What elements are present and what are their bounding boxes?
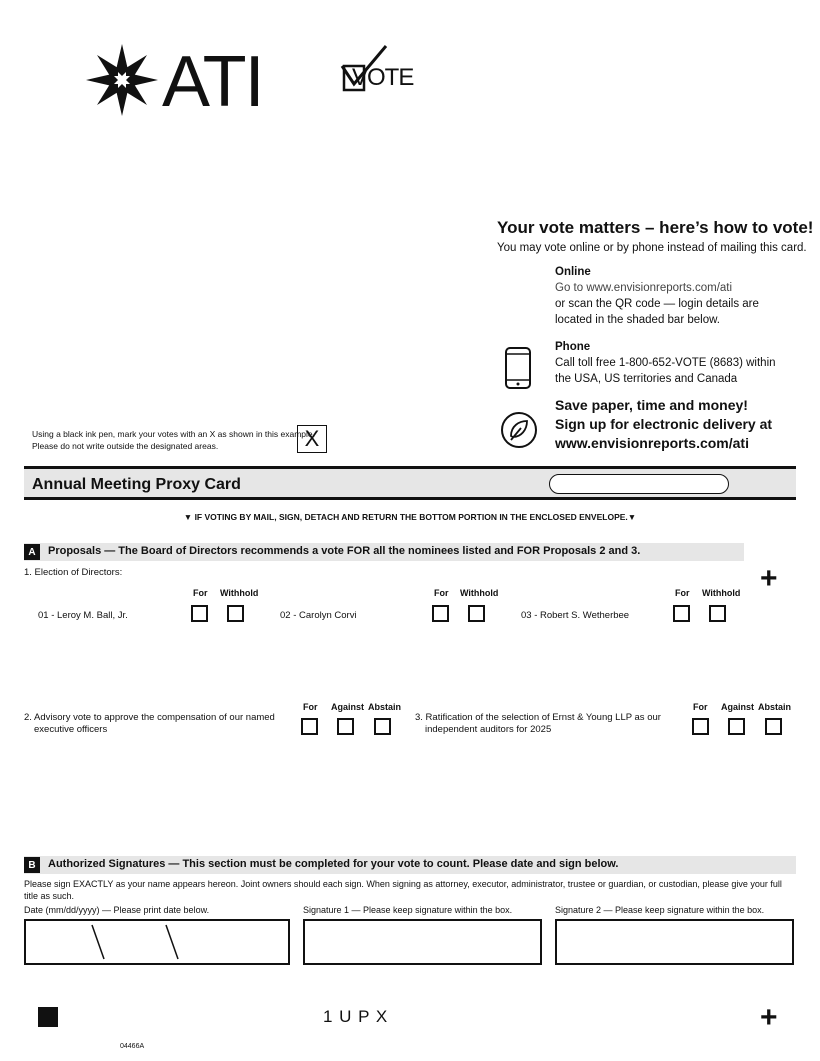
proposal2-abstain-header: Abstain xyxy=(368,702,402,712)
nominee1-withhold-checkbox[interactable] xyxy=(227,605,244,622)
proposal3-abstain-header: Abstain xyxy=(758,702,792,712)
ati-logo xyxy=(86,42,263,122)
section-a-title: Proposals — The Board of Directors recommends a vote FOR all the nominees listed and FOR Proposals 2 and 3. xyxy=(48,545,641,557)
proposal3-for-header: For xyxy=(693,702,708,712)
phone-line2: the USA, US territories and Canada xyxy=(555,373,738,385)
proposal2-against-header: Against xyxy=(331,702,365,712)
nominee3-name: 03 - Robert S. Wetherbee xyxy=(521,610,630,621)
eco-line2: Sign up for electronic delivery at xyxy=(555,416,773,432)
date-label: Date (mm/dd/yyyy) — Please print date below. xyxy=(24,905,210,915)
phone-line1: Call toll free 1-800-652-VOTE (8683) within xyxy=(555,357,776,369)
nominee3-withhold-checkbox[interactable] xyxy=(709,605,726,622)
instructions-line2: Please do not write outside the designated areas. xyxy=(32,441,219,451)
nominee1-for-header: For xyxy=(193,588,208,598)
proposal3-against-header: Against xyxy=(721,702,755,712)
phone-section xyxy=(555,339,776,387)
ati-star-icon xyxy=(86,44,158,116)
login-details-field xyxy=(549,474,729,494)
vote-mark xyxy=(340,44,420,94)
instructions-line1: Using a black ink pen, mark your votes with an X as shown in this example. xyxy=(32,429,315,439)
section-b-title: Authorized Signatures — This section must be completed for your vote to count. Please date and sign below. xyxy=(48,858,619,870)
proposal2-line1: 2. Advisory vote to approve the compensation of our named xyxy=(24,712,275,723)
proposal2-for-checkbox[interactable] xyxy=(301,718,318,735)
signature2-field[interactable] xyxy=(555,919,794,965)
section-a-header xyxy=(24,543,744,561)
nominee2-withhold-checkbox[interactable] xyxy=(468,605,485,622)
form-id: 04466A xyxy=(120,1043,145,1050)
leaf-icon xyxy=(499,410,539,450)
how-to-vote-title: Your vote matters – here’s how to vote! xyxy=(497,218,814,237)
phone-heading: Phone xyxy=(555,341,591,353)
ati-logo-text: ATI xyxy=(162,42,263,122)
proposal3-line2: independent auditors for 2025 xyxy=(425,724,552,735)
detach-notice: ▼ IF VOTING BY MAIL, SIGN, DETACH AND RETURN THE BOTTOM PORTION IN THE ENCLOSED ENVELOPE.▼ xyxy=(183,512,637,522)
proposal2-for-header: For xyxy=(303,702,318,712)
registration-plus-bottom: + xyxy=(760,1001,778,1034)
eco-section xyxy=(555,396,772,453)
nominee2-name: 02 - Carolyn Corvi xyxy=(280,610,357,621)
phone-icon xyxy=(504,346,532,390)
instructions xyxy=(32,428,315,452)
card-title: Annual Meeting Proxy Card xyxy=(32,476,241,493)
proposal2-abstain-checkbox[interactable] xyxy=(374,718,391,735)
example-mark: X xyxy=(304,426,320,451)
sig1-label: Signature 1 — Please keep signature within the box. xyxy=(303,905,513,915)
online-line3: located in the shaded bar below. xyxy=(555,314,720,326)
signing-instruction: Please sign EXACTLY as your name appears hereon. Joint owners should each sign. When signing as attorney, executor, administrator, trustee or guardian, or custodian, please give your full title as such. xyxy=(24,879,782,901)
registration-plus-top: + xyxy=(760,562,778,595)
proposal3-for-checkbox[interactable] xyxy=(692,718,709,735)
nominee3-for-header: For xyxy=(675,588,690,598)
how-to-vote-subtitle: You may vote online or by phone instead of mailing this card. xyxy=(497,242,807,254)
proposal2-against-checkbox[interactable] xyxy=(337,718,354,735)
online-line1[interactable]: Go to www.envisionreports.com/ati xyxy=(555,282,733,294)
nominee3-for-checkbox[interactable] xyxy=(673,605,690,622)
proposal2-text xyxy=(24,712,275,736)
nominee3-withhold-header: Withhold xyxy=(702,588,741,598)
proposal3-abstain-checkbox[interactable] xyxy=(765,718,782,735)
sig2-label: Signature 2 — Please keep signature within the box. xyxy=(555,905,765,915)
nominee1-withhold-header: Withhold xyxy=(220,588,259,598)
date-field[interactable] xyxy=(24,919,290,965)
online-heading: Online xyxy=(555,266,591,278)
election-label: 1. Election of Directors: xyxy=(24,567,123,578)
vote-text: VOTE xyxy=(352,64,414,91)
section-a-letter: A xyxy=(24,544,40,560)
online-line2: or scan the QR code — login details are xyxy=(555,298,759,310)
nominee2-withhold-header: Withhold xyxy=(460,588,499,598)
nominee1-name: 01 - Leroy M. Ball, Jr. xyxy=(38,610,128,621)
date-separator-icon xyxy=(26,921,288,963)
registration-square xyxy=(38,1007,58,1027)
proposal3-line1: 3. Ratification of the selection of Ernst & Young LLP as our xyxy=(415,712,661,723)
eco-line1: Save paper, time and money! xyxy=(555,397,748,413)
footer-code: 1 U P X xyxy=(323,1007,389,1026)
section-b-letter: B xyxy=(24,857,40,873)
proposal3-against-checkbox[interactable] xyxy=(728,718,745,735)
signature1-field[interactable] xyxy=(303,919,542,965)
nominee2-for-checkbox[interactable] xyxy=(432,605,449,622)
proposal3-text xyxy=(415,712,661,736)
section-b-header xyxy=(24,856,796,874)
nominee2-for-header: For xyxy=(434,588,449,598)
eco-line3[interactable]: www.envisionreports.com/ati xyxy=(555,435,749,451)
example-mark-box xyxy=(297,425,327,453)
nominee1-for-checkbox[interactable] xyxy=(191,605,208,622)
online-section xyxy=(555,264,759,328)
card-title-bar xyxy=(24,466,796,500)
proposal2-line2: executive officers xyxy=(34,724,108,735)
